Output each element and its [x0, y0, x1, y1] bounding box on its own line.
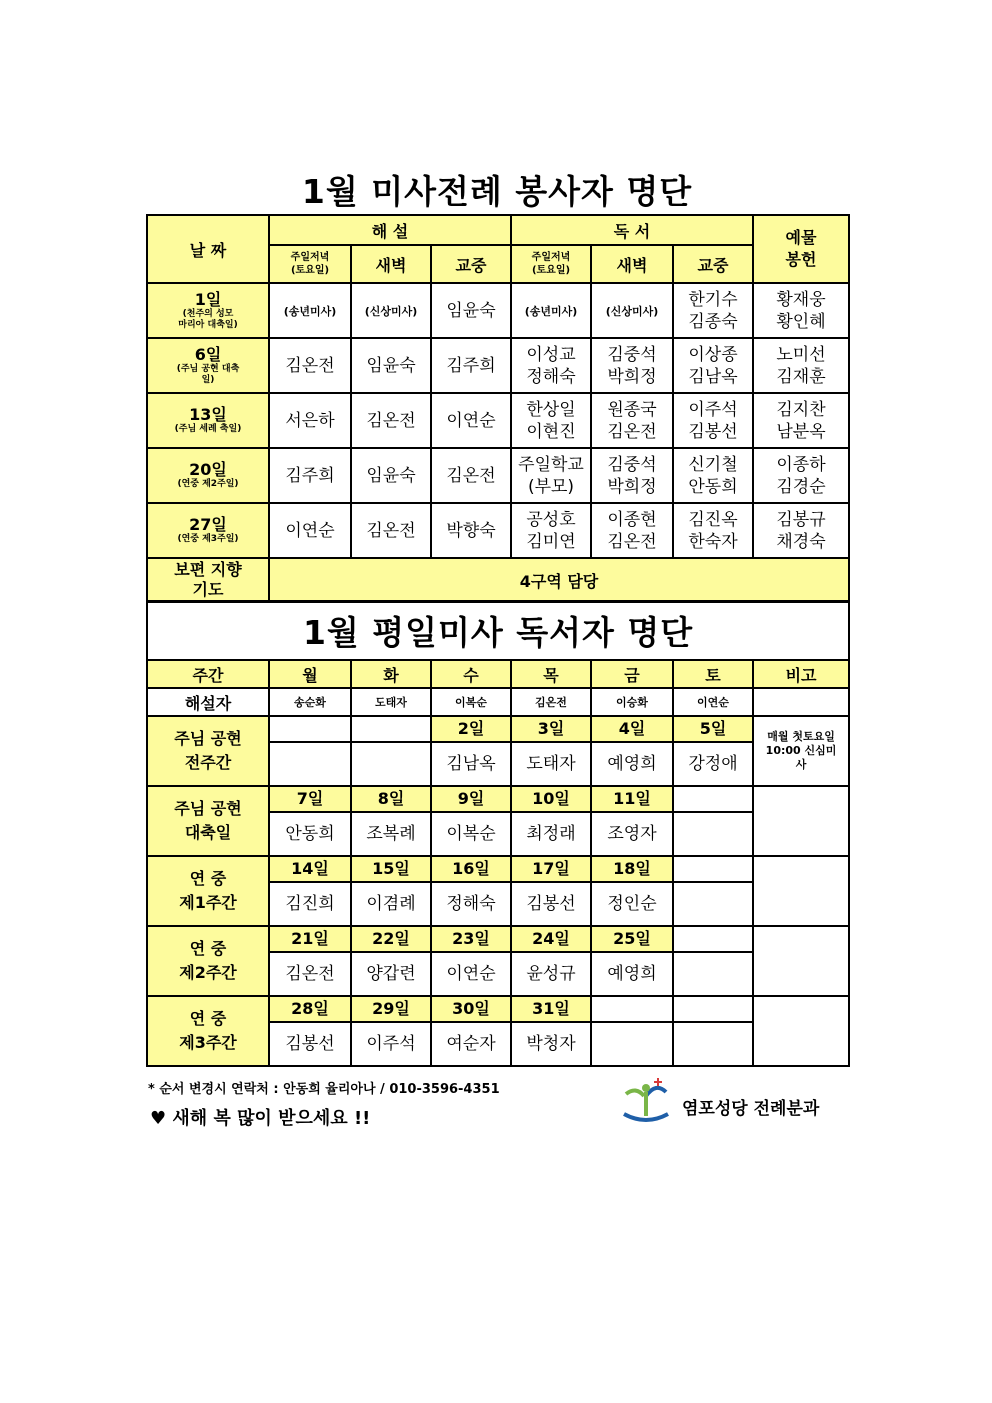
sunday-r3-cell: 신기철 안동희	[673, 448, 753, 503]
week-reader: 여순자	[431, 1022, 511, 1066]
reading-dawn-header: 새벽	[591, 245, 673, 283]
sunday-c2-cell: 임윤숙	[351, 338, 431, 393]
week-reader: 안동희	[269, 812, 351, 856]
week-reader: 조복례	[351, 812, 431, 856]
sunday-r1-cell: 한상일 이현진	[511, 393, 591, 448]
week-date: 11일	[591, 786, 673, 812]
commentator-name: 김온전	[511, 688, 591, 716]
sunday-date: 20일	[189, 460, 227, 479]
week-reader	[673, 882, 753, 926]
sunday-row	[147, 338, 849, 393]
sunday-r3-cell: 이상종 김남옥	[673, 338, 753, 393]
sunday-r3-cell: 한기수 김종숙	[673, 283, 753, 338]
sunday-r1-cell: 이성교 정해숙	[511, 338, 591, 393]
sunday-date: 27일	[189, 515, 227, 534]
weekday-roster-table	[146, 600, 850, 1067]
week-date: 25일	[591, 926, 673, 952]
week-reader: 이주석	[351, 1022, 431, 1066]
commentator-name: 이연순	[673, 688, 753, 716]
sunday-c3-cell: 임윤숙	[431, 283, 511, 338]
week-date: 29일	[351, 996, 431, 1022]
sunday-feast-note: (주님 공현 대축 일)	[176, 363, 240, 385]
week-reader: 김봉선	[269, 1022, 351, 1066]
sunday-row	[147, 393, 849, 448]
commentator-name: 도태자	[351, 688, 431, 716]
week-date: 31일	[511, 996, 591, 1022]
sunday-c1-cell: 김온전	[269, 338, 351, 393]
sunday-c2-cell: 김온전	[351, 503, 431, 558]
sunday-r1-cell: 주일학교 (부모)	[511, 448, 591, 503]
reading-header: 독 서	[511, 215, 753, 245]
sunday-r3-cell: 김진옥 한숙자	[673, 503, 753, 558]
sunday-c3-cell: 이연순	[431, 393, 511, 448]
sunday-c3-cell: 박향숙	[431, 503, 511, 558]
sunday-c3-cell: 김온전	[431, 448, 511, 503]
week-date: 23일	[431, 926, 511, 952]
week-reader	[673, 1022, 753, 1066]
week-reader: 이겸례	[351, 882, 431, 926]
weekday-title: 1월 평일미사 독서자 명단	[147, 601, 849, 660]
week-remark	[753, 926, 849, 996]
week-label: 연 중 제1주간	[147, 856, 269, 926]
week-reader: 김남옥	[431, 742, 511, 786]
week-remark	[753, 786, 849, 856]
sunday-r2-cell: 김중석 박희정	[591, 448, 673, 503]
weekday-header-1: 월	[269, 660, 351, 688]
new-year-greeting: ♥ 새해 복 많이 받으세요 !!	[150, 1108, 371, 1129]
sunday-row	[147, 283, 849, 338]
week-reader: 예영희	[591, 952, 673, 996]
sunday-roster-table	[146, 214, 850, 603]
sunday-date: 13일	[189, 405, 227, 424]
week-date: 24일	[511, 926, 591, 952]
week-label: 연 중 제3주간	[147, 996, 269, 1066]
week-date: 2일	[431, 716, 511, 742]
sunday-o-cell: 김봉규 채경숙	[753, 503, 849, 558]
offering-header: 예물 봉헌	[753, 215, 849, 283]
parish-name: 염포성당 전례분과	[682, 1099, 820, 1119]
week-date: 30일	[431, 996, 511, 1022]
week-date: 8일	[351, 786, 431, 812]
sunday-date-cell	[147, 338, 269, 393]
week-reader	[269, 742, 351, 786]
week-label: 주님 공현 대축일	[147, 786, 269, 856]
week-date	[351, 716, 431, 742]
week-date: 15일	[351, 856, 431, 882]
parish-logo-icon	[616, 1074, 676, 1126]
sunday-r2-cell: 김중석 박희정	[591, 338, 673, 393]
sunday-row	[147, 503, 849, 558]
sunday-r1-cell: (송년미사)	[511, 283, 591, 338]
week-reader: 양갑련	[351, 952, 431, 996]
sunday-o-cell: 김지찬 남분옥	[753, 393, 849, 448]
week-date: 9일	[431, 786, 511, 812]
sunday-feast-note: (천주의 성모 마리아 대축일)	[178, 308, 238, 330]
week-reader: 강정애	[673, 742, 753, 786]
commentary-dawn-header: 새벽	[351, 245, 431, 283]
sunday-feast-note: (연중 제2주일)	[177, 479, 239, 489]
week-date-row	[147, 926, 849, 952]
week-date: 5일	[673, 716, 753, 742]
sunday-c2-cell: 임윤숙	[351, 448, 431, 503]
week-reader: 조영자	[591, 812, 673, 856]
date-header: 날 짜	[147, 215, 269, 283]
sunday-r3-cell: 이주석 김봉선	[673, 393, 753, 448]
week-date	[673, 996, 753, 1022]
week-reader: 도태자	[511, 742, 591, 786]
commentator-name: 이승화	[591, 688, 673, 716]
week-remark	[753, 856, 849, 926]
sunday-c3-cell: 김주희	[431, 338, 511, 393]
sunday-o-cell: 노미선 김재훈	[753, 338, 849, 393]
week-reader: 예영희	[591, 742, 673, 786]
sunday-date: 6일	[194, 344, 222, 364]
week-date-row	[147, 996, 849, 1022]
commentary-header: 해 설	[269, 215, 511, 245]
week-reader: 이복순	[431, 812, 511, 856]
week-date	[673, 926, 753, 952]
week-reader	[673, 812, 753, 856]
sunday-date: 1일	[194, 289, 222, 309]
sunday-date-cell	[147, 283, 269, 338]
week-date-row	[147, 786, 849, 812]
week-date: 18일	[591, 856, 673, 882]
week-label: 연 중 제2주간	[147, 926, 269, 996]
sunday-o-cell: 황재웅 황인혜	[753, 283, 849, 338]
week-reader	[591, 1022, 673, 1066]
sunday-date-cell	[147, 503, 269, 558]
week-date: 4일	[591, 716, 673, 742]
weekday-header-6: 토	[673, 660, 753, 688]
week-reader: 최정래	[511, 812, 591, 856]
week-date: 28일	[269, 996, 351, 1022]
sunday-c1-cell: 이연순	[269, 503, 351, 558]
week-reader: 이연순	[431, 952, 511, 996]
weekday-header-3: 수	[431, 660, 511, 688]
sunday-r1-cell: 공성호 김미연	[511, 503, 591, 558]
week-date	[269, 716, 351, 742]
commentator-name: 송순화	[269, 688, 351, 716]
week-date	[673, 786, 753, 812]
week-date: 17일	[511, 856, 591, 882]
sunday-date-cell	[147, 448, 269, 503]
sunday-c1-cell: 김주희	[269, 448, 351, 503]
week-reader: 윤성규	[511, 952, 591, 996]
sunday-c2-cell: (신상미사)	[351, 283, 431, 338]
reading-sat-eve-header: 주일저녁 (토요일)	[511, 245, 591, 283]
commentator-label: 해설자	[147, 688, 269, 716]
sunday-r2-cell: 원종국 김온전	[591, 393, 673, 448]
week-reader: 김봉선	[511, 882, 591, 926]
week-date-row	[147, 856, 849, 882]
sunday-feast-note: (주님 세례 축일)	[174, 424, 242, 434]
prayer-label: 보편 지향 기도	[147, 558, 269, 602]
week-date: 22일	[351, 926, 431, 952]
weekday-header-4: 목	[511, 660, 591, 688]
week-remark: 매월 첫토요일 10:00 신심미 사	[753, 716, 849, 786]
commentator-remark	[753, 688, 849, 716]
prayer-value: 4구역 담당	[269, 558, 849, 602]
commentator-name: 이복순	[431, 688, 511, 716]
week-label: 주님 공현 전주간	[147, 716, 269, 786]
week-reader	[673, 952, 753, 996]
commentary-sat-eve-header: 주일저녁 (토요일)	[269, 245, 351, 283]
week-date: 21일	[269, 926, 351, 952]
sunday-feast-note: (연중 제3주일)	[177, 534, 239, 544]
week-date: 16일	[431, 856, 511, 882]
week-date-row	[147, 716, 849, 742]
weekday-header-2: 화	[351, 660, 431, 688]
sunday-row	[147, 448, 849, 503]
weekday-header-5: 금	[591, 660, 673, 688]
contact-note: * 순서 변경시 연락처 : 안동희 율리아나 / 010-3596-4351	[148, 1082, 500, 1097]
sunday-c1-cell: 서은하	[269, 393, 351, 448]
sunday-r2-cell: 이종현 김온전	[591, 503, 673, 558]
week-reader	[351, 742, 431, 786]
reading-main-header: 교중	[673, 245, 753, 283]
week-reader: 박청자	[511, 1022, 591, 1066]
week-reader: 김온전	[269, 952, 351, 996]
sunday-c2-cell: 김온전	[351, 393, 431, 448]
sunday-title: 1월 미사전례 봉사자 명단	[301, 172, 693, 211]
week-reader: 정인순	[591, 882, 673, 926]
weekday-header-7: 비고	[753, 660, 849, 688]
week-date: 3일	[511, 716, 591, 742]
week-reader: 김진희	[269, 882, 351, 926]
weekday-header-0: 주간	[147, 660, 269, 688]
week-date: 7일	[269, 786, 351, 812]
week-remark	[753, 996, 849, 1066]
sunday-date-cell	[147, 393, 269, 448]
week-date	[673, 856, 753, 882]
sunday-c1-cell: (송년미사)	[269, 283, 351, 338]
week-date: 14일	[269, 856, 351, 882]
sunday-o-cell: 이종하 김경순	[753, 448, 849, 503]
week-date	[591, 996, 673, 1022]
commentary-main-header: 교중	[431, 245, 511, 283]
sunday-r2-cell: (신상미사)	[591, 283, 673, 338]
week-reader: 정해숙	[431, 882, 511, 926]
week-date: 10일	[511, 786, 591, 812]
